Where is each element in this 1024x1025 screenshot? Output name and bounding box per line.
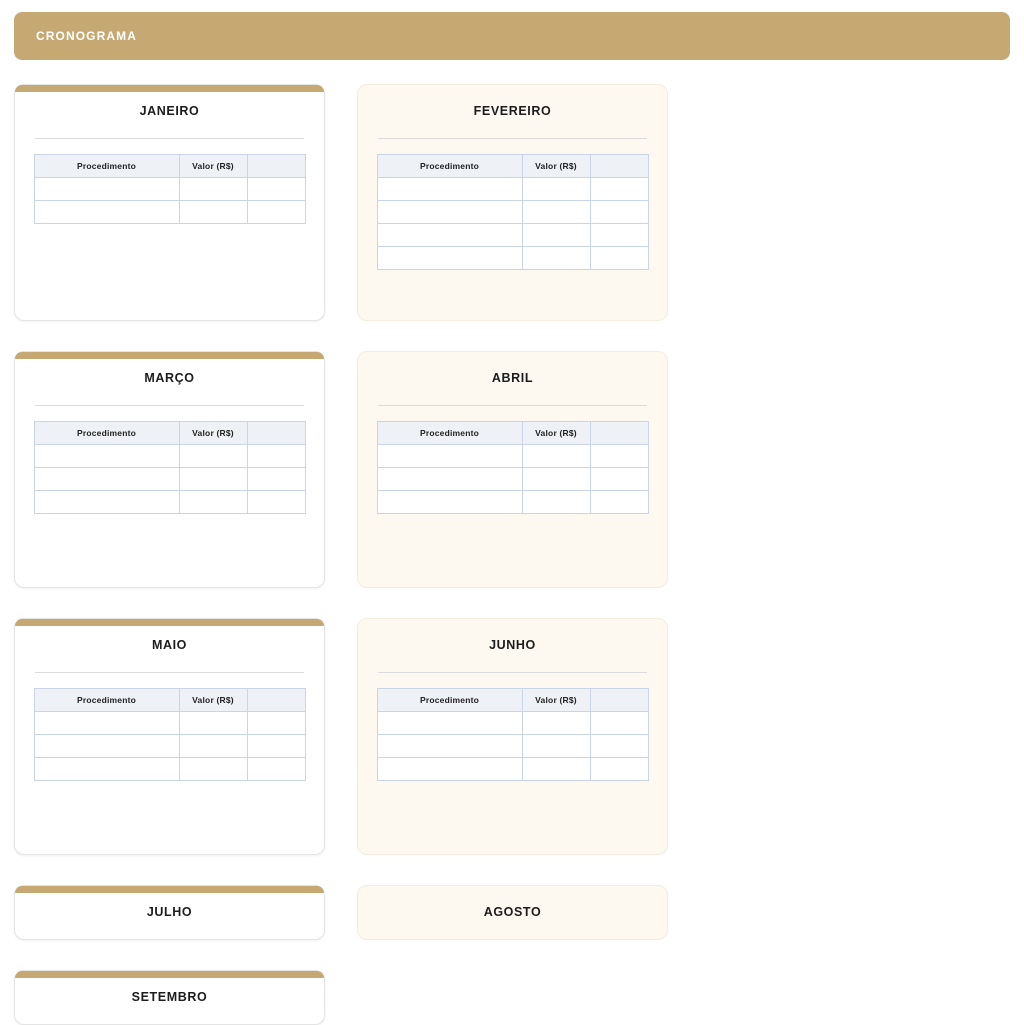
table-row[interactable] [377, 445, 648, 468]
table-row[interactable] [34, 491, 305, 514]
column-header-valor: Valor (R$) [522, 422, 590, 445]
table-cell[interactable] [522, 735, 590, 758]
table-row[interactable] [34, 178, 305, 201]
table-row[interactable] [34, 735, 305, 758]
month-card [14, 885, 325, 940]
table-cell[interactable] [34, 178, 179, 201]
column-header-procedimento: Procedimento [34, 689, 179, 712]
month-card [357, 351, 668, 588]
table-cell[interactable] [590, 468, 648, 491]
table-row[interactable] [34, 758, 305, 781]
table-cell[interactable] [522, 468, 590, 491]
month-title: JANEIRO [139, 104, 200, 118]
table-row[interactable] [377, 247, 648, 270]
table-cell[interactable] [522, 758, 590, 781]
month-title: MARÇO [144, 371, 195, 385]
table-cell[interactable] [34, 445, 179, 468]
table-cell[interactable] [590, 445, 648, 468]
card-divider [378, 138, 647, 139]
month-title: AGOSTO [483, 905, 542, 919]
table-cell[interactable] [377, 468, 522, 491]
table-cell[interactable] [247, 735, 305, 758]
card-divider [378, 672, 647, 673]
table-cell[interactable] [377, 247, 522, 270]
column-header-valor: Valor (R$) [179, 689, 247, 712]
month-title: JULHO [146, 905, 193, 919]
column-header-valor: Valor (R$) [179, 422, 247, 445]
table-cell[interactable] [179, 758, 247, 781]
table-cell[interactable] [377, 445, 522, 468]
table-cell[interactable] [247, 758, 305, 781]
month-card [14, 618, 325, 855]
table-cell[interactable] [34, 712, 179, 735]
column-header-valor: Valor (R$) [179, 155, 247, 178]
column-header-extra [590, 689, 648, 712]
month-card [357, 885, 668, 940]
column-header-extra [247, 689, 305, 712]
table-row[interactable] [377, 201, 648, 224]
table-cell[interactable] [34, 491, 179, 514]
column-header-valor: Valor (R$) [522, 689, 590, 712]
table-row[interactable] [34, 201, 305, 224]
header-banner [14, 12, 1010, 60]
table-cell[interactable] [247, 468, 305, 491]
table-cell[interactable] [590, 491, 648, 514]
table-cell[interactable] [590, 758, 648, 781]
column-header-extra [247, 155, 305, 178]
column-header-procedimento: Procedimento [377, 422, 522, 445]
card-top-accent [15, 352, 324, 359]
table-cell[interactable] [522, 201, 590, 224]
table-cell[interactable] [247, 445, 305, 468]
table-row[interactable] [377, 224, 648, 247]
table-header-row [34, 689, 305, 712]
table-header-row [377, 155, 648, 178]
table-cell[interactable] [34, 201, 179, 224]
table-cell[interactable] [377, 178, 522, 201]
table-cell[interactable] [179, 735, 247, 758]
table-cell[interactable] [590, 712, 648, 735]
procedures-table [377, 154, 649, 270]
month-title: ABRIL [491, 371, 534, 385]
table-cell[interactable] [247, 201, 305, 224]
table-cell[interactable] [590, 201, 648, 224]
table-cell[interactable] [179, 201, 247, 224]
table-row[interactable] [377, 468, 648, 491]
card-divider [35, 138, 304, 139]
table-cell[interactable] [377, 224, 522, 247]
column-header-valor: Valor (R$) [522, 155, 590, 178]
procedures-table [34, 154, 306, 224]
column-header-procedimento: Procedimento [377, 689, 522, 712]
table-row[interactable] [377, 491, 648, 514]
card-divider [35, 672, 304, 673]
month-card [14, 351, 325, 588]
table-cell[interactable] [522, 491, 590, 514]
table-header-row [34, 422, 305, 445]
table-cell[interactable] [522, 712, 590, 735]
month-card [14, 970, 325, 1025]
table-cell[interactable] [590, 247, 648, 270]
table-cell[interactable] [179, 178, 247, 201]
column-header-procedimento: Procedimento [34, 422, 179, 445]
table-row[interactable] [34, 445, 305, 468]
column-header-procedimento: Procedimento [34, 155, 179, 178]
table-cell[interactable] [522, 178, 590, 201]
card-top-accent [15, 971, 324, 978]
table-cell[interactable] [179, 468, 247, 491]
column-header-procedimento: Procedimento [377, 155, 522, 178]
month-title: SETEMBRO [131, 990, 208, 1004]
month-card [357, 618, 668, 855]
table-cell[interactable] [377, 201, 522, 224]
table-header-row [377, 422, 648, 445]
table-cell[interactable] [34, 468, 179, 491]
month-title: FEVEREIRO [473, 104, 552, 118]
table-cell[interactable] [179, 445, 247, 468]
procedures-table [377, 421, 649, 514]
table-cell[interactable] [522, 445, 590, 468]
month-card-grid [14, 84, 1010, 1025]
table-row[interactable] [34, 712, 305, 735]
table-cell[interactable] [247, 178, 305, 201]
card-top-accent [15, 619, 324, 626]
table-cell[interactable] [377, 758, 522, 781]
table-cell[interactable] [247, 491, 305, 514]
table-row[interactable] [377, 712, 648, 735]
table-cell[interactable] [34, 735, 179, 758]
column-header-extra [590, 155, 648, 178]
table-cell[interactable] [34, 758, 179, 781]
procedures-table [34, 688, 306, 781]
table-cell[interactable] [377, 735, 522, 758]
month-card [14, 84, 325, 321]
procedures-table [377, 688, 649, 781]
table-cell[interactable] [590, 735, 648, 758]
table-row[interactable] [377, 178, 648, 201]
procedures-table [34, 421, 306, 514]
card-divider [35, 405, 304, 406]
month-title: MAIO [151, 638, 188, 652]
column-header-extra [247, 422, 305, 445]
table-cell[interactable] [377, 491, 522, 514]
table-cell[interactable] [179, 712, 247, 735]
table-cell[interactable] [247, 712, 305, 735]
month-title: JUNHO [489, 638, 536, 652]
table-cell[interactable] [590, 178, 648, 201]
table-row[interactable] [377, 758, 648, 781]
table-header-row [34, 155, 305, 178]
page-title: CRONOGRAMA [36, 29, 137, 43]
table-cell[interactable] [590, 224, 648, 247]
column-header-extra [590, 422, 648, 445]
card-top-accent [15, 85, 324, 92]
card-top-accent [15, 886, 324, 893]
month-card [357, 84, 668, 321]
table-cell[interactable] [522, 224, 590, 247]
table-header-row [377, 689, 648, 712]
table-cell[interactable] [522, 247, 590, 270]
card-divider [378, 405, 647, 406]
table-cell[interactable] [377, 712, 522, 735]
table-cell[interactable] [179, 491, 247, 514]
table-row[interactable] [377, 735, 648, 758]
table-row[interactable] [34, 468, 305, 491]
